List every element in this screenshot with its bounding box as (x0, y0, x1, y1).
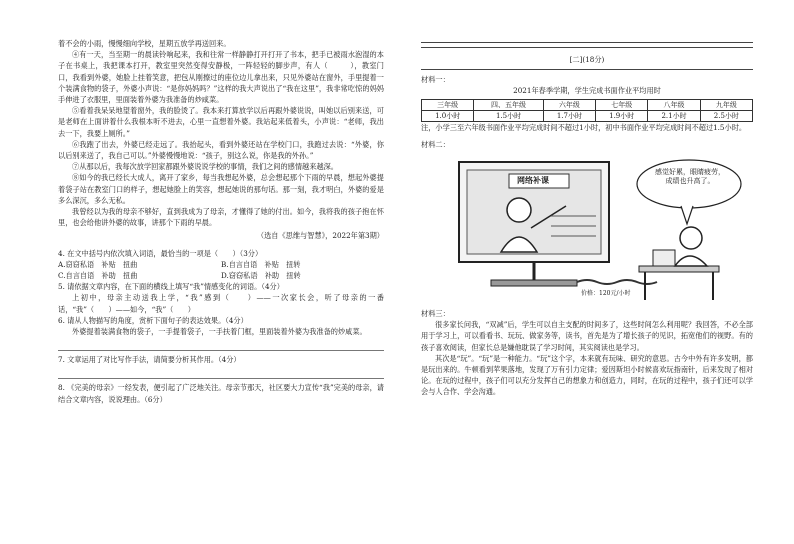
table-header: 九年级 (700, 99, 752, 110)
passage-paragraph: ⑦从那以后，我每次放学回家都跟外婆说说学校的事情，我们之间的感情越来越深。 (72, 162, 338, 172)
passage-paragraph: 着不会的小雨，慢慢细向学校，星期五放学再送回来。 (58, 39, 231, 48)
passage-paragraph: ⑤看着我呆呆地望着窗外，我的脸烫了。我本来打算放学以后再跟外婆说说，叫她以后别来送，可是老师在上面讲着什么我根本听不进去，心里一直想着外婆。我站起来低着头，小声说：“老师，我出去一下，我要上厕所。” (58, 106, 384, 138)
material2-label: 材料二： (421, 139, 450, 149)
passage-paragraph: ⑧如今的我已经长大成人，离开了家乡，每当我想起外婆，总会想起那个下雨的早晨，想起外婆提着袋子站在教室门口的样子，想起她脸上的笑容，想起她说的那句话。那一刻，我才明白，外婆的爱是多么深沉，多么无私。 (58, 173, 384, 205)
option-a: A.窃窃私语 补贴 扭曲 (58, 259, 138, 269)
divider (421, 69, 753, 70)
table-header: 三年级 (422, 99, 474, 110)
answer-line (58, 368, 384, 379)
table-cell: 2.1小时 (648, 110, 700, 121)
table-header-row (422, 99, 753, 110)
option-b: B.自言自语 补贴 扭转 (221, 259, 301, 269)
question-4-options (58, 259, 384, 281)
table-cell: 1.7小时 (543, 110, 595, 121)
material1-label: 材料一： (421, 75, 450, 85)
question-6: 6. 请从人物描写的角度，赏析下面句子的表达效果。（4分） (58, 315, 248, 325)
material3-label: 材料三： (421, 309, 450, 319)
passage-paragraph: 我曾经以为我的母亲不够好，直到我成为了母亲，才懂得了她的付出。如今，我将我的孩子抱在怀里，也会给他讲外婆的故事，讲那个下雨的早晨。 (58, 207, 384, 228)
question-5-line: 上初中，母亲主动送我上学，“我”感到（ ）——一次家长会，听了母亲的一番话，“我”（ ）——如今，“我”（ ） (58, 293, 384, 314)
divider (421, 47, 753, 48)
table-note: 注，小学三至六年级书面作业平均完成时间不超过1小时，初中书面作业平均完成时间不超过1.5小时。 (421, 122, 747, 132)
divider (421, 42, 753, 43)
left-column (58, 38, 384, 405)
table-cell: 1.5小时 (474, 110, 543, 121)
table-header: 六年级 (543, 99, 595, 110)
question-7: 7. 文章运用了对比写作手法，请简要分析其作用。（4分） (58, 355, 241, 365)
cartoon-illustration (431, 154, 749, 304)
section-title: [二](18分) (569, 55, 605, 64)
option-d: D.窃窃私语 补助 扭转 (221, 271, 301, 281)
homework-time-table (421, 99, 753, 122)
table-cell: 2.5小时 (700, 110, 752, 121)
question-8: 8. 《完美的母亲》一经发表，便引起了广泛地关注。母亲节那天，社区要大力宣传“我”完美的母亲，请结合文章内容，说说理由。（6分） (58, 383, 384, 404)
table-row (422, 110, 753, 121)
answer-line (58, 340, 384, 351)
table-header: 四、五年级 (474, 99, 543, 110)
cartoon-speech-text: 感觉好累，眼睛疲劳，成绩也升高了。 (655, 168, 725, 186)
material3-paragraph: 其次是“玩”。“玩”是一种能力。“玩”这个字，本来就有玩味、研究的意思。古今中外有许多发明，都是玩出来的。牛顿看到苹果落地，发现了万有引力定律；爱因斯坦小时候喜欢玩指南针，后来发现了相对论。在玩的过程中，孩子们可以充分发挥自己的想象力和创造力，同时，在玩的过程中，孩子们还可以学会与人合作、学会沟通。 (421, 353, 753, 397)
question-6-quote: 外婆提着装满食物的袋子，一手提着袋子，一手扶着门框，里面装着外婆为我准备的炒咸菜。 (72, 327, 367, 337)
question-4: 4. 在文中括号内依次填入词语，最恰当的一项是（ ）（3分） (58, 248, 263, 258)
passage-paragraph: ⑥我跑了出去，外婆已经走远了。我抬起头，看到外婆还站在学校门口，我跑过去说：“外婆，你以后别来送了，我自己可以。”外婆慢慢地说：“孩子，别这么说，你是我的外孙。” (58, 139, 384, 161)
table-title: 2021年春季学期，学生完成书面作业平均用时 (513, 86, 661, 96)
passage-paragraph: ④有一天，当至期一的晨读铃响起来，我和往常一样静静打开打开了书本，把手已被雨水泡湿的本子在书桌上，我把课本打开，教室里突然变得安静极，一阵轻轻的脚步声，有人（ ），教室门口，我看到外婆，她脸上挂着笑意，把包从刚擦过的座位边儿拿出来，只见外婆站在窗外，手里提着一个装满食物的袋子，外婆小声说：“是你妈妈吗？”这样的我大声说出了“我在这里”，我非常吃惊的妈妈手伸进了衣服里，里面装着外婆为我准备的炒咸菜。 (58, 50, 384, 105)
question-5: 5. 请依据文章内容，在下面的横线上填写“我”情感变化的词语。（4分） (58, 282, 284, 292)
cartoon-price-tag: 价格：120元/小时 (581, 290, 631, 298)
table-cell: 1.9小时 (596, 110, 648, 121)
option-c: C.自言自语 补助 扭曲 (58, 271, 138, 281)
table-header: 七年级 (596, 99, 648, 110)
cartoon-board-title: 网络补课 (517, 175, 549, 186)
material3-paragraph: 很多家长问我，“双减”后，学生可以自主支配的时间多了，这些时间怎么利用呢？我回答，不必全部用于学习上，可以看看书、玩玩、做家务等，读书，首先是为了增长孩子的见识，拓宽他们的视野。有的孩子喜欢阅读，但家长总是嫌他耽误了学习时间，其实阅读也是学习。 (421, 320, 753, 352)
passage-source: （选自《思维与智慧》，2022年第3期） (256, 231, 384, 241)
table-cell: 1.0小时 (422, 110, 474, 121)
right-column (421, 38, 753, 398)
table-header: 八年级 (648, 99, 700, 110)
